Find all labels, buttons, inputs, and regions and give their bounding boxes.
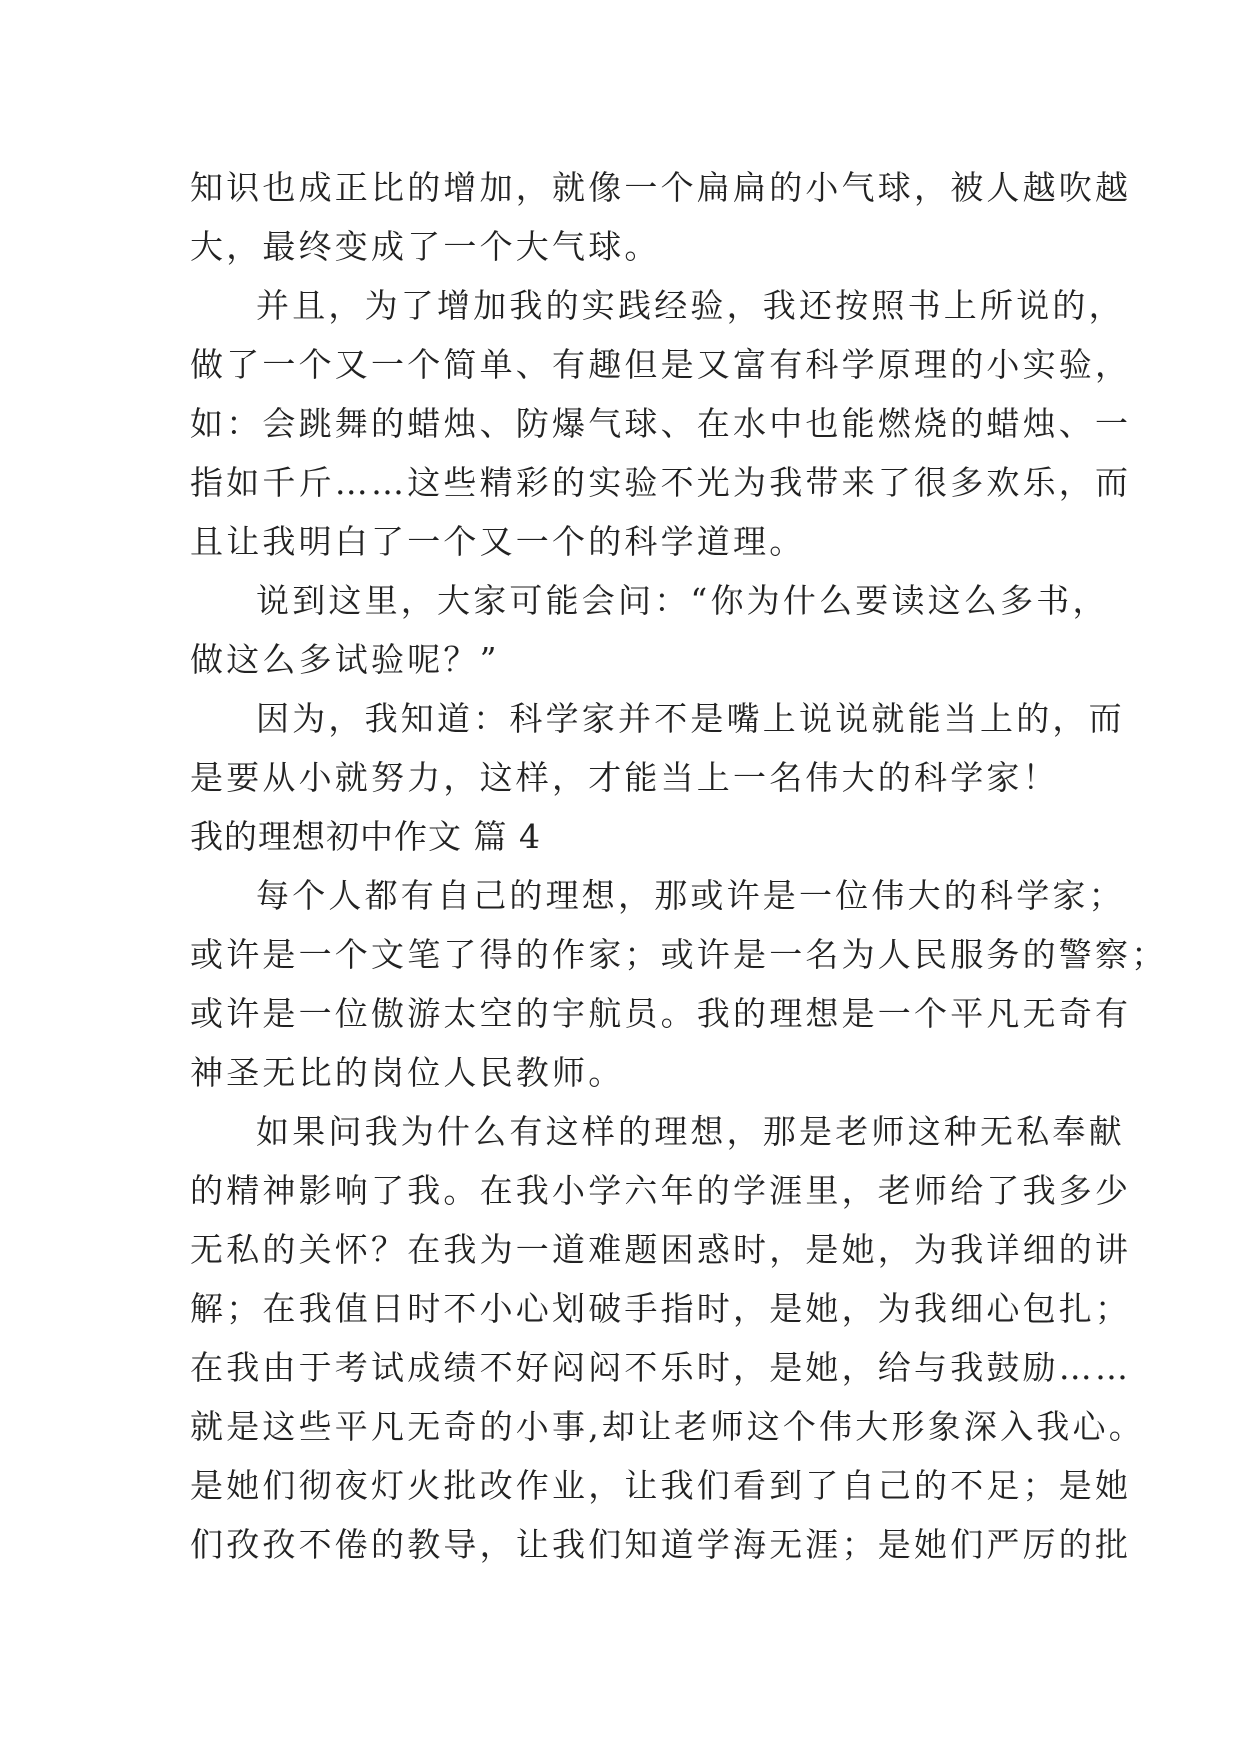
paragraph-start-line: 如果问我为什么有这样的理想，那是老师这种无私奉献: [256, 1112, 1125, 1151]
essay-text: [190, 158, 1168, 1574]
text-line: 们孜孜不倦的教导，让我们知道学海无涯；是她们严厉的批: [190, 1525, 1132, 1564]
text-line: 的精神影响了我。在我小学六年的学涯里，老师给了我多少: [190, 1171, 1132, 1210]
text-line: 做了一个又一个简单、有趣但是又富有科学原理的小实验，: [190, 345, 1132, 384]
text-line: 知识也成正比的增加，就像一个扁扁的小气球，被人越吹越: [190, 168, 1132, 207]
text-line: 是要从小就努力，这样，才能当上一名伟大的科学家！: [190, 758, 1059, 797]
text-line: 是她们彻夜灯火批改作业，让我们看到了自己的不足；是她: [190, 1466, 1132, 1505]
text-line: 且让我明白了一个又一个的科学道理。: [190, 522, 806, 561]
paragraph-start-line: 因为，我知道：科学家并不是嘴上说说就能当上的，而: [256, 699, 1125, 738]
section-heading: 我的理想初中作文 篇 4: [190, 817, 541, 856]
paragraph-start-line: 说到这里，大家可能会问：“你为什么要读这么多书，: [256, 581, 1109, 620]
text-line: 解；在我值日时不小心划破手指时，是她，为我细心包扎；: [190, 1289, 1132, 1328]
paragraph-start-line: 并且，为了增加我的实践经验，我还按照书上所说的，: [256, 286, 1125, 325]
text-line: 或许是一位傲游太空的宇航员。我的理想是一个平凡无奇有: [190, 994, 1132, 1033]
text-line: 无私的关怀？在我为一道难题困惑时，是她，为我详细的讲: [190, 1230, 1132, 1269]
text-line: 或许是一个文笔了得的作家；或许是一名为人民服务的警察；: [190, 935, 1168, 974]
text-line: 如：会跳舞的蜡烛、防爆气球、在水中也能燃烧的蜡烛、一: [190, 404, 1132, 443]
paragraph-start-line: 每个人都有自己的理想，那或许是一位伟大的科学家；: [256, 876, 1125, 915]
text-line: 在我由于考试成绩不好闷闷不乐时，是她，给与我鼓励……: [190, 1348, 1132, 1387]
text-line: 指如千斤……这些精彩的实验不光为我带来了很多欢乐，而: [190, 463, 1132, 502]
text-line: 做这么多试验呢？”: [190, 640, 500, 679]
text-line: 大，最终变成了一个大气球。: [190, 227, 661, 266]
text-line: 神圣无比的岗位人民教师。: [190, 1053, 625, 1092]
text-line: 就是这些平凡无奇的小事,却让老师这个伟大形象深入我心。: [190, 1407, 1145, 1446]
